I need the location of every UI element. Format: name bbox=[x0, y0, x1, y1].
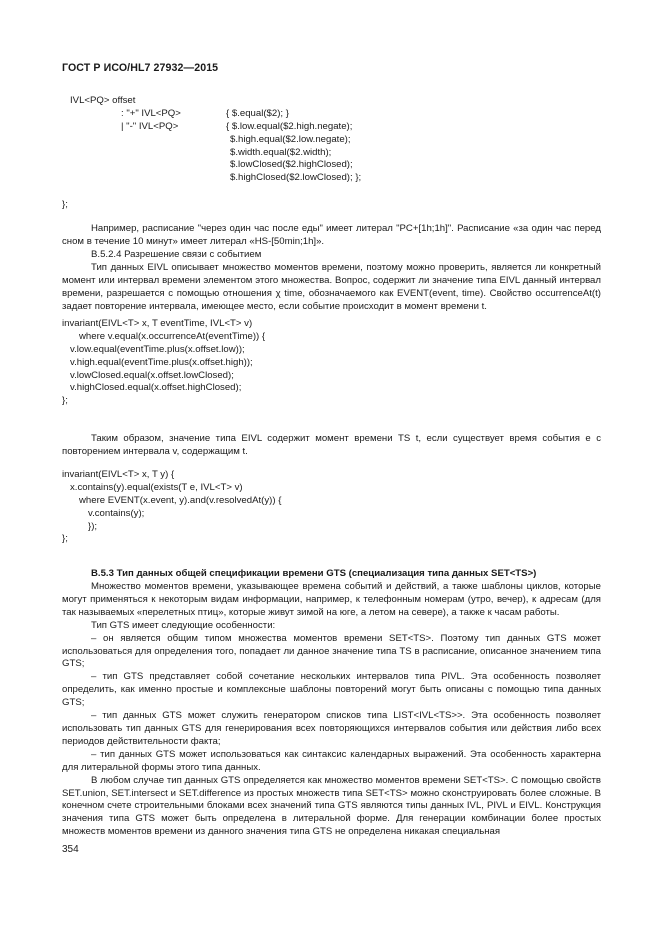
code-line: v.low.equal(eventTime.plus(x.offset.low)); bbox=[70, 343, 245, 355]
section-heading-b524 bbox=[62, 249, 601, 262]
paragraph-text: Тип данных EIVL описывает множество моментов времени, поэтому можно проверить, является ли конкретный момент или интервал времени элементом этого множества. Вопрос, содержит ли значение типа EIVL данный интервал времени, разрешается с помощью отношения χ time, обозначаемого как EVENT(event, time). Свойство occurrenceAt(t) задает повторение интервала, имеющее место, если событие происходит в момент времени t. bbox=[62, 262, 601, 312]
code-line: v.lowClosed.equal(x.offset.lowClosed); bbox=[70, 369, 234, 381]
list-item: – тип GTS представляет собой сочетание нескольких интервалов типа PIVL. Эта особенность позволяет определить, как именно простые и комплексные шаблоны повторений могут быть описаны с помощью типа данных GTS; bbox=[62, 671, 601, 709]
list-item: – тип данных GTS может служить генератором списков типа LIST<IVL<TS>>. Эта особенность позволяет использовать тип данных GTS для генерирования всех повторяющихся интервалов события или действия либо всех периодов действительности факта; bbox=[62, 710, 601, 747]
code-line: where v.equal(x.occurrenceAt(eventTime)) { bbox=[79, 330, 266, 342]
paragraph-text: Тип GTS имеет следующие особенности: bbox=[91, 619, 276, 631]
paragraph-text: Например, расписание "через один час после еды" имеет литерал "PC+[1h;1h]". Расписание «за один час перед сном в течение 10 минут» имеет литерал «HS-[50min;1h]». bbox=[62, 223, 601, 247]
paragraph-text: Таким образом, значение типа EIVL содержит момент времени TS t, если существует время события e с повторением интервала v, содержащим t. bbox=[62, 433, 601, 457]
paragraph-conclusion bbox=[62, 433, 601, 459]
paragraph-text: Множество моментов времени, указывающее времена событий и действий, а также шаблоны циклов, которые могут применяться к некоторым видам информации, например, к телефонным номерам (утро, вечер), к адресам (для так называемых «перелетных птиц», которые живут зимой на юге, а летом на севере), а также к часам работы. bbox=[62, 581, 601, 618]
code-line: v.high.equal(eventTime.plus(x.offset.high)); bbox=[70, 356, 253, 368]
list-item: – тип данных GTS может использоваться как синтаксис календарных выражений. Эта особенность характерна для литеральной формы этого типа данных. bbox=[62, 748, 601, 773]
code-line: $.width.equal($2.width); bbox=[230, 146, 332, 158]
code-line: x.contains(y).equal(exists(T e, IVL<T> v) bbox=[70, 481, 243, 493]
code-line: v.highClosed.equal(x.offset.highClosed); bbox=[70, 382, 242, 394]
code-line: invariant(EIVL<T> x, T y) { bbox=[62, 469, 175, 480]
document-header: ГОСТ Р ИСО/HL7 27932—2015 bbox=[62, 62, 219, 74]
code-block-invariant-2 bbox=[62, 469, 601, 546]
code-line: : "+" IVL<PQ> bbox=[121, 107, 181, 119]
section-heading-b53 bbox=[62, 568, 601, 581]
paragraph-gts-intro bbox=[62, 581, 601, 839]
code-line: $.high.equal($2.low.negate); bbox=[230, 133, 351, 145]
code-line: where EVENT(x.event, y).and(v.resolvedAt(y)) { bbox=[79, 494, 282, 506]
paragraph-schedule-example bbox=[62, 223, 601, 249]
paragraph-text: В любом случае тип данных GTS определяется как множество моментов времени SET<TS>. С помощью свойств SET.union, SET.intersect и SET.difference из простых множеств типа SET<TS> можно сконструировать более сложные. В конечном счете строительными блоками всех значений типа GTS являются типы данных IVL, PIVL и EIVL. Конструкция значения типа GTS может быть определена в литеральной форме. Для генерации комбинации более простых множеств моментов времени из данного значения типа GTS не определена никакая специальная bbox=[62, 774, 601, 838]
code-line: | "-" IVL<PQ> bbox=[121, 120, 179, 132]
code-line: }; bbox=[62, 199, 68, 210]
code-line: }; bbox=[62, 533, 68, 545]
code-line: { $.low.equal($2.high.negate); bbox=[226, 120, 353, 132]
code-block-invariant-1 bbox=[62, 318, 601, 408]
code-line: }; bbox=[62, 395, 68, 407]
code-line: }); bbox=[88, 520, 98, 532]
code-line: invariant(EIVL<T> x, T eventTime, IVL<T> v) bbox=[62, 318, 253, 329]
section-heading: В.5.3 Тип данных общей спецификации времени GTS (специализация типа данных SET<TS>) bbox=[91, 568, 537, 579]
code-line: $.lowClosed($2.highClosed); bbox=[230, 159, 353, 171]
section-heading: В.5.2.4 Разрешение связи с событием bbox=[91, 249, 262, 260]
code-block-offset-end bbox=[62, 199, 601, 212]
code-line: v.contains(y); bbox=[88, 507, 145, 519]
code-line: $.highClosed($2.lowClosed); }; bbox=[230, 172, 362, 184]
code-line: { $.equal($2); } bbox=[226, 107, 289, 119]
code-block-offset bbox=[62, 95, 601, 185]
list-item: – он является общим типом множества моментов времени SET<TS>. Поэтому тип данных GTS может использоваться для определения того, попадает ли данное значение типа TS в расписание, описанное значением типа GTS; bbox=[62, 632, 601, 670]
paragraph-eivl bbox=[62, 262, 601, 314]
code-line: IVL<PQ> offset bbox=[70, 95, 136, 106]
page-number: 354 bbox=[62, 844, 79, 855]
